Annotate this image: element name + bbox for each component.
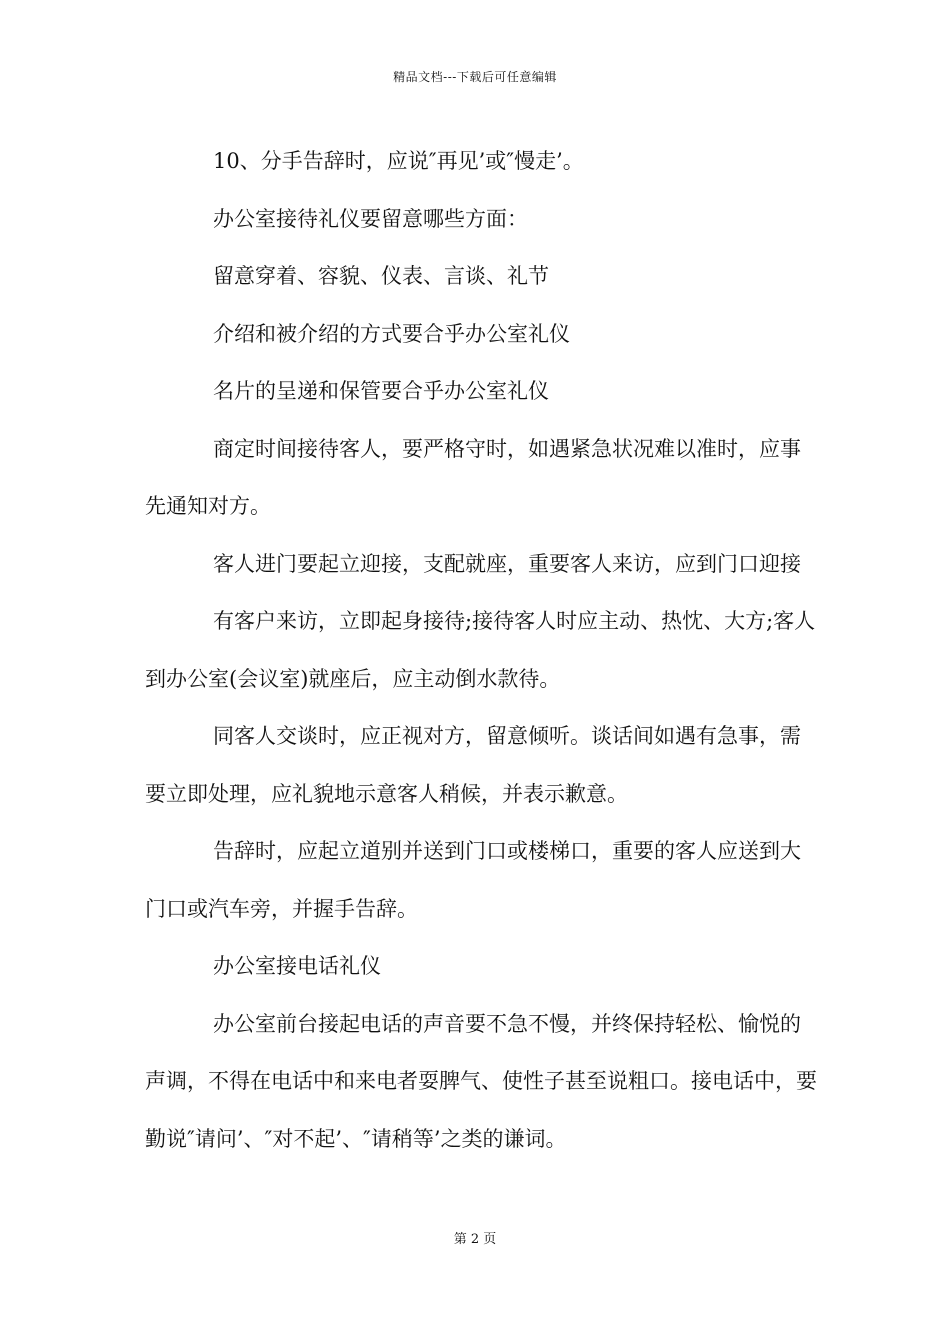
paragraph-appearance: 留意穿着、容貌、仪表、言谈、礼节: [213, 264, 549, 288]
paragraph-punctuality: 商定时间接待客人，要严格守时，如遇紧急状况难以准时，应事先通知对方。: [145, 436, 801, 518]
page-number: 第 2 页: [453, 1232, 497, 1247]
paragraph-goodbye: 告辞时，应起立道别并送到门口或楼梯口，重要的客人应送到大门口或汽车旁，并握手告辞。: [145, 839, 801, 921]
paragraph-phone-etiquette: 办公室前台接起电话的声音要不急不慢，并终保持轻松、愉悦的声调，不得在电话中和来电者耍脾气、使性子甚至说粗口。接电话中，要勤说″请问’、″对不起’、″请稍等’之类的谦词。: [145, 1011, 817, 1151]
paragraph-conversation: 同客人交谈时，应正视对方，留意倾听。谈话间如遇有急事，需要立即处理，应礼貌地示意客人稍候，并表示歉意。: [145, 724, 801, 806]
page-header: 精品文档---下载后可任意编辑: [393, 70, 557, 84]
paragraph-client-visit: 有客户来访，立即起身接待;接待客人时应主动、热忱、大方;客人到办公室(会议室)就座后，应主动倒水款待。: [145, 609, 816, 691]
paragraph-reception-heading: 办公室接待礼仪要留意哪些方面：: [213, 206, 528, 231]
paragraph-phone-heading: 办公室接电话礼仪: [213, 954, 381, 978]
paragraph-farewell: 10、分手告辞时，应说″再见’或″慢走’。: [213, 149, 584, 173]
paragraph-business-card: 名片的呈递和保管要合乎办公室礼仪: [213, 379, 549, 403]
paragraph-welcome: 客人进门要起立迎接，支配就座，重要客人来访，应到门口迎接: [213, 551, 801, 576]
paragraph-introduction: 介绍和被介绍的方式要合乎办公室礼仪: [213, 321, 570, 346]
document-body: [145, 133, 820, 1168]
